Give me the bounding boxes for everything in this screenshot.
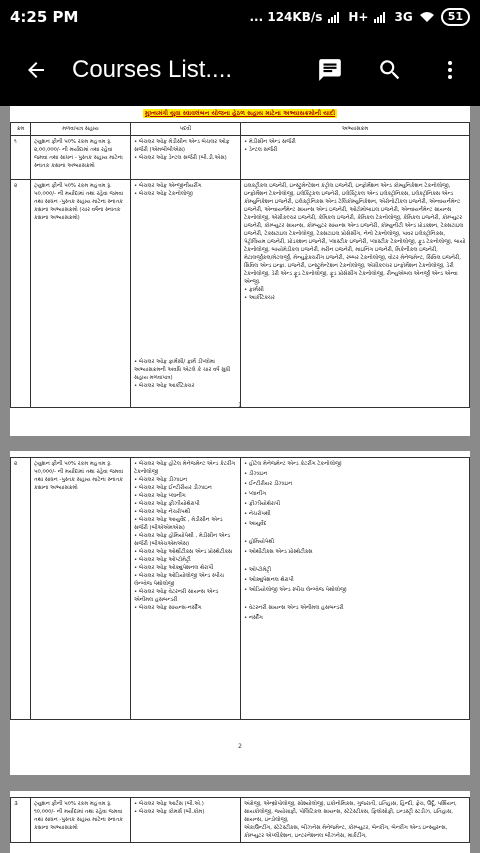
degree-item: • બેચલર ઓફ ઓક્યુપેશનલ થેરાપી (134, 564, 237, 572)
app-bar (0, 34, 480, 106)
degree-item: • બેચલર ઓફ વેટરનરી સાયન્સ એન્ડ એનીમલ હસબન્ડરી (134, 588, 237, 604)
status-bar (0, 0, 480, 34)
signal-type-label: H+ (348, 10, 369, 24)
degree-item: • બેચલર ઓફ હોમિયોપેથી , મેડીસીન એન્ડ સર્જરી (બીએચએમએસ) (134, 532, 237, 548)
degree-item: • બેચલર ઓફ ટેકનોલોજી (134, 190, 237, 198)
course-item: • નેચરોપથી (244, 510, 466, 518)
row-number: ૨ (11, 180, 31, 408)
course-item: • ઓર્થોટીક્સ એન્ડ પ્રોસ્થેટીક્સ (244, 548, 466, 556)
back-button[interactable] (0, 34, 72, 106)
page-number: 1 (238, 402, 242, 409)
search-icon (377, 57, 403, 83)
course-cell (241, 136, 470, 180)
degree-item: • બેચલર ઓફ મેડીસીન એન્ડ બેચલર ઓફ સર્જરી (એમબીબીએસ) (134, 138, 237, 154)
course-item: • ઓડિયોલોજી એન્ડ સ્પીચ લેન્ગ્વેજ પેથોલોજી (244, 586, 466, 594)
course-cell (241, 180, 470, 408)
courses-table (10, 122, 470, 408)
degree-cell (131, 798, 241, 843)
degree-item: • બેચલર ઓફ આર્કીટેક્ચર (134, 382, 237, 390)
course-cell (241, 458, 470, 720)
course-item: • વેટરનરી સાયન્સ એન્ડ એનીમલ હસબન્ડરી (244, 604, 466, 612)
pdf-page-1 (10, 106, 470, 436)
table-row (11, 798, 470, 843)
document-heading: મુખ્યમંત્રી યુવા સ્વાવલંબન યોજના હેઠળ સહાય માટેના અભ્યાસક્રમોની યાદી (144, 110, 336, 117)
message-button[interactable] (300, 34, 360, 106)
row-number: ૧ (11, 136, 31, 180)
aid-cell: ટ્યુશન ફીની ૫૦% રકમ મહત્તમ રૂ. ૫૦,૦૦૦/- ની મર્યાદામાં તથા રહેવા જમવા તથા સાધન -પુસ્તક સહાય માટેના સ્નાતક કક્ષાના અભ્યાસક્રમો (31, 458, 131, 720)
search-button[interactable] (360, 34, 420, 106)
course-list-text: એકાઉન્ટીંગ, સ્ટેટેસ્ટીક્સ, બીઝનેસ મેનેજમેન્ટ, કોમ્પ્યુટર, બેન્કીંગ, બેન્કીંગ એન્ડ ઇન્સ્યુરન્સ, કોમ્પ્યુટર એપ્લીકેશન, ઇન્ટરનેશનલ બીઝનેસ, માર્કેટીંગ, (244, 825, 448, 839)
course-item: • આર્કીટેક્ચર (244, 294, 466, 302)
course-item: • હોટેલ મેનેજમેન્ટ એન્ડ કેટરીંગ ટેકનોલોજી (244, 460, 466, 468)
aid-cell: ટ્યુશન ફીની ૫૦% રકમ મહત્તમ રૂ. ૧૦,૦૦૦/- ની મર્યાદામાં તથા રહેવા જમવા તથા સાધન -પુસ્તક સહાય માટેના સ્નાતક કક્ષાના અભ્યાસક્રમો (31, 798, 131, 843)
degree-item: • બેચલર ઓફ આર્ટસ (બી.એ.) (134, 800, 237, 808)
course-cell (241, 798, 470, 843)
degree-item: • બેચલર ઓફ પ્લાનીંગ (134, 492, 237, 500)
column-header: અભ્યાસક્રમ (241, 123, 470, 136)
degree-item: • બેચલર ઓફ કોમર્સ (બી.કોમ) (134, 808, 237, 816)
more-options-button[interactable] (420, 34, 480, 106)
course-item: • નર્સીંગ (244, 614, 466, 622)
course-list-text: અંગ્રેજી, એન્થ્રોપોલોજી, સોશ્યોલોજી, ઇકોનોમિક્સ, ગુજરાતી, ઇતિહાસ, હિન્દી, ફ્રેંચ, ઉર્દૂ, પર્શિયન, સાયકોલોજી, જ્યોગ્રાફી, પોલિટિકલ સાયન્સ, સ્ટેટેસ્ટીક્સ, ફિલોસોફી, ઇન્ડસ્ટ્રી સ્ટડીઝ, ઇતિહાસ, સાયન્સ, ઇન્ડોલોજી, (244, 801, 457, 823)
pdf-page-2 (10, 451, 470, 775)
degree-item: • બેચલર ઓફ સાયન્સ-નર્સીંગ (134, 604, 237, 612)
degree-item: • બેચલર ઓફ આયુર્વેદ , મેડીસીન એન્ડ સર્જરી (બીએએમએસ) (134, 516, 237, 532)
courses-table (10, 797, 470, 843)
aid-cell: ટ્યુશન ફીની ૫૦% રકમ મહત્તમ રૂ. ૨,૦૦,૦૦૦/- ની મર્યાદામાં તથા રહેવા જમવા તથા સાધન - પુસ્તક સહાય માટેના સ્નાતક કક્ષાના અભ્યાસક્રમો (31, 136, 131, 180)
degree-item: • બેચલર ઓફ ડીઝાઇન (134, 476, 237, 484)
degree-item: • બેચલર ઓફ ડેન્ટલ સર્જરી (બી.ડી.એસ) (134, 154, 237, 162)
page-title: Courses List.... (72, 56, 233, 83)
degree-cell (131, 458, 241, 720)
signal-icon (328, 11, 342, 23)
network-speed: ... 124KB/s (249, 10, 323, 24)
column-header: પદવી (131, 123, 241, 136)
course-item: • ડીઝાઇન (244, 470, 466, 478)
more-vert-icon (438, 58, 462, 82)
arrow-back-icon (24, 58, 48, 82)
degree-cell (131, 180, 241, 408)
course-item: • મેડીસીન એન્ડ સર્જરી (244, 138, 466, 146)
column-header: મળવાપાત્ર સહાય (31, 123, 131, 136)
degree-item: • બેચલર ઓફ હોટેલ મેનેજમેન્ટ એન્ડ કેટરીંગ ટેકનોલોજી (134, 460, 237, 476)
course-list-text: ઇલક્ટ્રીકલ ઇજનેરી, ઇન્સ્ટ્રુમેન્ટેશન કંટ્રોલ ઇજનેરી, ઇન્ફોર્મેશન એન્ડ કોમ્યુનિકેશન ટેકનોલોજી, ઇન્ફોર્મેશન ટેકનોલોજી, ઇલેક્ટ્રિકલ ઇજનેરી, ઇલેક્ટ્રિકલ એન્ડ ઇલેક્ટ્રોનિક્સ, ઇલેક્ટ્રોનિક્સ એન્ડ કોમ્યુનિકેશન ઇજનેરી, ઇલેક્ટ્રોનિક્સ એન્ડ ટેલિકોમ્યુનિકેશન, એરોનોટીકલ ઇજનેરી, એન્વાયર્નમેન્ટ ઇજનેરી, એન્વાયર્નમેન્ટ સાયન્સ એન્ડ ઇજનેરી, ઓટોમોબાઇલ ઇજનેરી, એન્વાયર્નમેન્ટ સાયન્સ ટેકનોલોજી, એગ્રીકલ્ચર ઇજનેરી, કેમિકલ ઇજનેરી, કેમિકલ ટેકનોલોજી, કેમિકલ ઇજનેરી, કોમ્પ્યુટર ઇજનેરી, કોમ્પ્યુટર સાયન્સ, કોમ્પ્યુટર સાયન્સ એન્ડ ઇજનેરી, કોમ્યુનીટી એન્ડ પ્રોડક્શન, ટેક્સટાઇલ ઇજનેરી, ટેક્સટાઇલ ટેકનોલોજી, ટેક્સટાઇલ પ્રોસેસીંગ, નેનો ટેકનોલોજી, પાવર ઇલેક્ટ્રોનિક્સ, પેટ્રોલિયમ ઇજનેરી, પ્રોડક્શન ઇજનેરી, પ્લાસ્ટીક ઇજનેરી, પ્લાસ્ટીક ટેકનોલોજી, ફૂડ ટેકનોલોજી, બાયો ટેકનોલોજી, બાયોમેડીકલ ઇજનેરી, મરીન ઇજનેરી, માઇનિંગ ઇજનેરી, મિકેનીકલ ઇજનેરી, મેટાલર્જીકલ/મેટલર્જી, મેન્યુફેક્ચરીંગ ઇજનેરી, રબ્બર ટેકનોલોજી, વોટર મેનેજમેન્ટ, સિવિલ ઇજનેરી, સિવિલ એન્ડ ઇન્ફ્રા. ઇજનેરી, ઇન્સ્ટ્રુમેન્ટેશન ટેકનોલોજી, એગ્રીકલ્ચર ઇન્ફોર્મેશન ટેકનોલોજી, ડેરી ટેકનોલોજી, ડેરી એન્ડ ફૂડ ટેકનોલોજી, ફૂડ પ્રોસેસીંગ ટેકનોલોજી, રીન્યુએબલ એનર્જી એન્ડ એન્વા એન્જી. (244, 183, 466, 285)
signal-icon-2 (374, 11, 388, 23)
network-type-label: 3G (394, 10, 413, 24)
table-row (11, 458, 470, 720)
row-number: ૨ (11, 458, 31, 720)
course-item: • ફીઝીયોથેરાપી (244, 500, 466, 508)
course-item: • ડેન્ટલ સર્જરી (244, 146, 466, 154)
status-time: 4:25 PM (10, 8, 79, 26)
degree-item: • બેચલર ઓફ ઓર્થોટીક્સ એન્ડ પ્રોસ્થેટીક્સ (134, 548, 237, 556)
degree-cell (131, 136, 241, 180)
status-icons (250, 8, 471, 26)
course-item: • ઓપ્ટોમેટ્રી (244, 566, 466, 574)
course-item: • હોમિયોપેથી (244, 538, 466, 546)
course-item: • ઓક્યુપેશનલ થેરાપી (244, 576, 466, 584)
table-row (11, 136, 470, 180)
degree-item: • બેચલર ઓફ એન્જીનીયરીંગ (134, 182, 237, 190)
message-icon (317, 57, 343, 83)
courses-table (10, 457, 470, 720)
pdf-page-3 (10, 791, 470, 853)
column-header: ક્રમ (11, 123, 31, 136)
table-header-row (11, 123, 470, 136)
degree-item: • બેચલર ઓફ ફાર્મસી/ ફાર્મ ડીપ્લોમા અભ્યાસક્રમની અવધિ એટલે કે ચાર વર્ષ સુધી સહાય મળવાપાત્ર) (134, 358, 237, 382)
course-item: • ઈન્ટીરીયર ડીઝાઇન (244, 480, 466, 488)
degree-item: • બેચલર ઓફ ઓડિયોલોજી એન્ડ સ્પીચ લેન્ગ્વેજ પેથોલોજી (134, 572, 237, 588)
table-row (11, 180, 470, 408)
course-item: • આયુર્વેદ (244, 520, 466, 528)
degree-item: • બેચલર ઓફ નેચરોપથી (134, 508, 237, 516)
wifi-icon (419, 11, 435, 23)
page-number: 2 (238, 743, 242, 750)
degree-item: • બેચલર ઓફ ઈન્ટીરીયર ડીઝાઇન (134, 484, 237, 492)
row-number: ૩ (11, 798, 31, 843)
degree-item: • બેચલર ઓફ ઓપ્ટોમેટ્રી (134, 556, 237, 564)
pdf-viewer[interactable] (0, 106, 480, 853)
degree-item: • બેચલર ઓફ ફીઝીયોથેરાપી (134, 500, 237, 508)
course-item: • ફાર્મસી (244, 286, 466, 294)
course-item: • પ્લાનીંગ (244, 490, 466, 498)
battery-indicator: 51 (441, 8, 470, 26)
aid-cell: ટ્યુશન ફીની ૫૦% રકમ મહત્તમ રૂ. ૫૦,૦૦૦/- ની મર્યાદામાં તથા રહેવા જમવા તથા સાધન -પુસ્તક સહાય માટેના સ્નાતક કક્ષાના અભ્યાસક્રમો (ચાર વર્ષના સ્નાતક કક્ષાના અભ્યાસક્રમો) (31, 180, 131, 408)
